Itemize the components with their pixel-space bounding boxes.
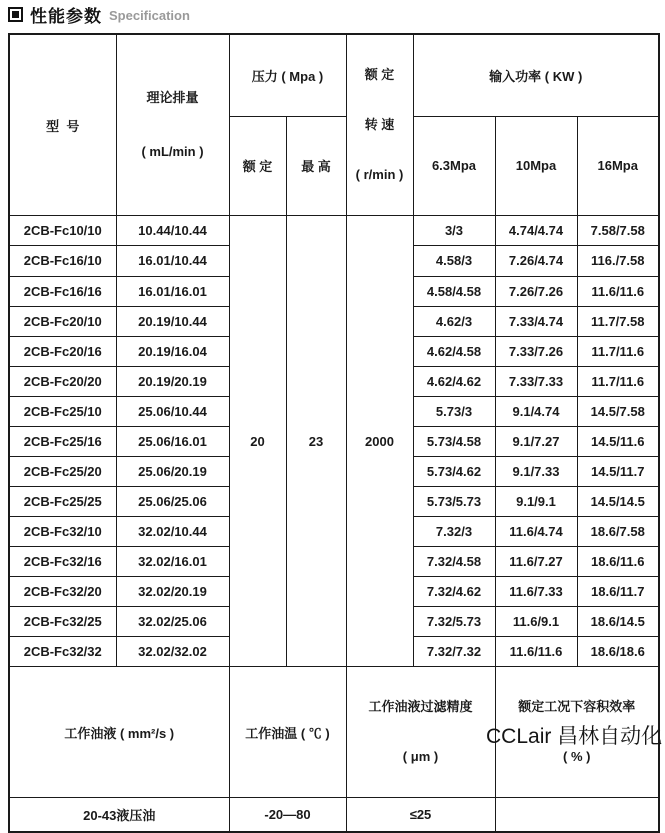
footer-filter-label-line1: 工作油液过滤精度 <box>368 699 473 715</box>
page-title: 性能参数 <box>30 6 102 26</box>
power-10mpa-cell: 11.6/7.27 <box>495 546 577 576</box>
model-cell: 2CB-Fc25/10 <box>9 396 116 426</box>
power-63mpa-cell: 5.73/5.73 <box>413 486 495 516</box>
model-cell: 2CB-Fc10/10 <box>9 216 116 246</box>
header-pressure-rated: 额 定 <box>229 116 286 216</box>
header-speed-line3: ( r/min ) <box>355 167 404 183</box>
page-subtitle: Specification <box>109 7 190 23</box>
power-63mpa-cell: 3/3 <box>413 216 495 246</box>
displacement-cell: 32.02/10.44 <box>116 516 229 546</box>
model-cell: 2CB-Fc32/20 <box>9 576 116 606</box>
header-speed <box>346 34 413 216</box>
power-16mpa-cell: 11.7/7.58 <box>577 306 659 336</box>
displacement-cell: 16.01/10.44 <box>116 246 229 276</box>
header-speed-line1: 额 定 <box>364 67 395 82</box>
header-displacement-line2: ( mL/min ) <box>141 144 204 160</box>
header-displacement <box>116 34 229 216</box>
section-marker-icon <box>8 7 23 22</box>
footer-efficiency-value <box>495 798 659 832</box>
power-10mpa-cell: 11.6/11.6 <box>495 637 577 667</box>
header-displacement-line1: 理论排量 <box>146 89 199 105</box>
model-cell: 2CB-Fc16/10 <box>9 246 116 276</box>
power-63mpa-cell: 4.62/4.62 <box>413 366 495 396</box>
power-10mpa-cell: 9.1/7.27 <box>495 426 577 456</box>
power-10mpa-cell: 7.26/7.26 <box>495 276 577 306</box>
header-power-63mpa: 6.3Mpa <box>413 116 495 216</box>
header-power-10mpa: 10Mpa <box>495 116 577 216</box>
footer-filter-label-line2: ( μm ) <box>402 749 439 765</box>
power-63mpa-cell: 5.73/4.58 <box>413 426 495 456</box>
power-16mpa-cell: 11.7/11.6 <box>577 336 659 366</box>
power-16mpa-cell: 14.5/11.6 <box>577 426 659 456</box>
power-16mpa-cell: 18.6/11.7 <box>577 576 659 606</box>
displacement-cell: 32.02/16.01 <box>116 546 229 576</box>
displacement-cell: 25.06/20.19 <box>116 456 229 486</box>
power-10mpa-cell: 7.33/4.74 <box>495 306 577 336</box>
section-marker-inner-square <box>12 11 19 18</box>
displacement-cell: 20.19/16.04 <box>116 336 229 366</box>
model-cell: 2CB-Fc32/25 <box>9 607 116 637</box>
header-power-16mpa: 16Mpa <box>577 116 659 216</box>
displacement-cell: 10.44/10.44 <box>116 216 229 246</box>
power-16mpa-cell: 18.6/14.5 <box>577 607 659 637</box>
power-16mpa-cell: 18.6/7.58 <box>577 516 659 546</box>
brand-watermark: CCLair 昌林自动化 <box>486 725 663 748</box>
displacement-cell: 20.19/10.44 <box>116 306 229 336</box>
model-cell: 2CB-Fc32/10 <box>9 516 116 546</box>
power-10mpa-cell: 7.33/7.26 <box>495 336 577 366</box>
section-title <box>8 3 190 25</box>
model-cell: 2CB-Fc16/16 <box>9 276 116 306</box>
power-16mpa-cell: 11.7/11.6 <box>577 366 659 396</box>
model-cell: 2CB-Fc20/20 <box>9 366 116 396</box>
power-63mpa-cell: 5.73/4.62 <box>413 456 495 486</box>
displacement-cell: 25.06/16.01 <box>116 426 229 456</box>
power-63mpa-cell: 4.62/3 <box>413 306 495 336</box>
model-cell: 2CB-Fc32/16 <box>9 546 116 576</box>
model-cell: 2CB-Fc20/10 <box>9 306 116 336</box>
displacement-cell: 32.02/20.19 <box>116 576 229 606</box>
displacement-cell: 20.19/20.19 <box>116 366 229 396</box>
header-speed-line2: 转 速 <box>364 117 395 133</box>
power-16mpa-cell: 18.6/11.6 <box>577 546 659 576</box>
speed-merged-cell: 2000 <box>346 216 413 667</box>
power-16mpa-cell: 11.6/11.6 <box>577 276 659 306</box>
power-63mpa-cell: 7.32/3 <box>413 516 495 546</box>
power-63mpa-cell: 7.32/7.32 <box>413 637 495 667</box>
header-row-1 <box>9 34 659 116</box>
footer-efficiency-label-line2: ( % ) <box>563 749 591 765</box>
power-16mpa-cell: 7.58/7.58 <box>577 216 659 246</box>
power-63mpa-cell: 7.32/4.58 <box>413 546 495 576</box>
power-16mpa-cell: 14.5/7.58 <box>577 396 659 426</box>
displacement-cell: 25.06/10.44 <box>116 396 229 426</box>
header-power: 输入功率 ( KW ) <box>413 34 659 116</box>
displacement-cell: 32.02/25.06 <box>116 607 229 637</box>
header-model: 型 号 <box>9 34 116 216</box>
footer-value-row <box>9 798 659 832</box>
power-10mpa-cell: 9.1/7.33 <box>495 456 577 486</box>
power-10mpa-cell: 4.74/4.74 <box>495 216 577 246</box>
power-10mpa-cell: 9.1/9.1 <box>495 486 577 516</box>
model-cell: 2CB-Fc25/25 <box>9 486 116 516</box>
footer-efficiency-label-line1: 额定工况下容积效率 <box>518 699 636 715</box>
displacement-cell: 32.02/32.02 <box>116 637 229 667</box>
model-cell: 2CB-Fc32/32 <box>9 637 116 667</box>
header-pressure-max: 最 高 <box>286 116 346 216</box>
power-16mpa-cell: 14.5/14.5 <box>577 486 659 516</box>
displacement-cell: 25.06/25.06 <box>116 486 229 516</box>
power-16mpa-cell: 14.5/11.7 <box>577 456 659 486</box>
power-63mpa-cell: 4.62/4.58 <box>413 336 495 366</box>
table-row <box>9 216 659 246</box>
spec-table-header <box>9 34 659 216</box>
pressure-max-merged-cell: 23 <box>286 216 346 667</box>
displacement-cell: 16.01/16.01 <box>116 276 229 306</box>
model-cell: 2CB-Fc25/16 <box>9 426 116 456</box>
power-10mpa-cell: 7.33/7.33 <box>495 366 577 396</box>
footer-fluid-value: 20-43液压油 <box>9 798 229 832</box>
pressure-rated-merged-cell: 20 <box>229 216 286 667</box>
model-cell: 2CB-Fc20/16 <box>9 336 116 366</box>
spec-table <box>8 33 663 833</box>
model-cell: 2CB-Fc25/20 <box>9 456 116 486</box>
footer-temp-value: -20—80 <box>229 798 346 832</box>
power-63mpa-cell: 5.73/3 <box>413 396 495 426</box>
power-10mpa-cell: 11.6/4.74 <box>495 516 577 546</box>
power-63mpa-cell: 7.32/4.62 <box>413 576 495 606</box>
footer-temp-label: 工作油温 ( ℃ ) <box>229 667 346 798</box>
power-63mpa-cell: 4.58/4.58 <box>413 276 495 306</box>
power-10mpa-cell: 11.6/9.1 <box>495 607 577 637</box>
power-63mpa-cell: 4.58/3 <box>413 246 495 276</box>
power-10mpa-cell: 9.1/4.74 <box>495 396 577 426</box>
header-pressure: 压力 ( Mpa ) <box>229 34 346 116</box>
footer-fluid-label: 工作油液 ( mm²/s ) <box>9 667 229 798</box>
spec-table-body <box>9 216 659 667</box>
power-10mpa-cell: 7.26/4.74 <box>495 246 577 276</box>
power-16mpa-cell: 116./7.58 <box>577 246 659 276</box>
footer-filter-label <box>346 667 495 798</box>
power-10mpa-cell: 11.6/7.33 <box>495 576 577 606</box>
power-16mpa-cell: 18.6/18.6 <box>577 637 659 667</box>
footer-filter-value: ≤25 <box>346 798 495 832</box>
power-63mpa-cell: 7.32/5.73 <box>413 607 495 637</box>
